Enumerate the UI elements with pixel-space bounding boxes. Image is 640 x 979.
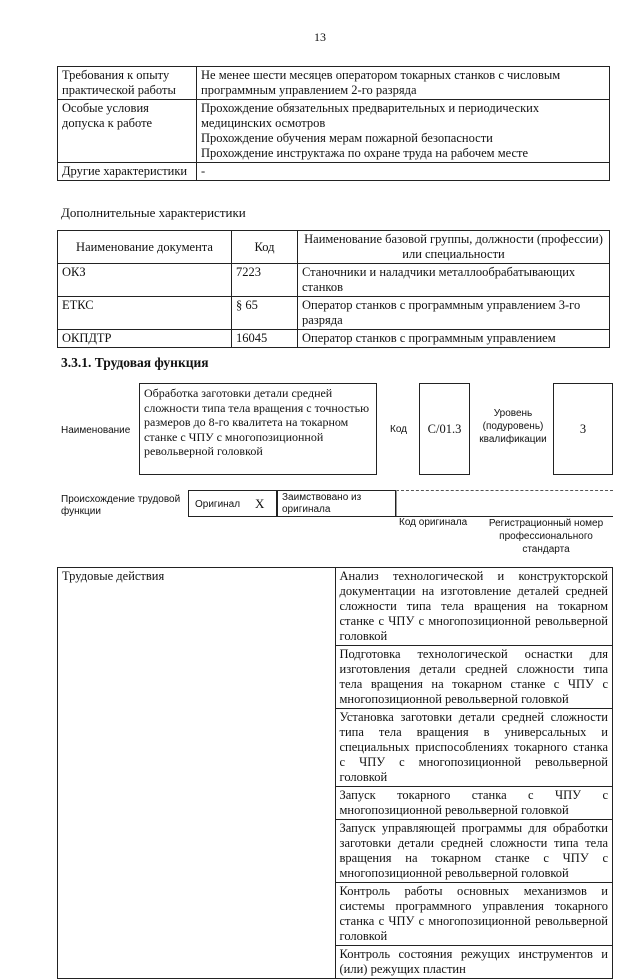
- table-row: [58, 264, 610, 297]
- additional-table: [57, 230, 610, 348]
- action-item: Контроль состояния режущих инструментов и (или) режущих пластин: [335, 946, 613, 979]
- table-header-row: [58, 231, 610, 264]
- action-item: Запуск управляющей программы для обработки заготовки детали средней сложности типа тела вращения на токарном станке с ЧПУ с многопозиционной револьверной головкой: [335, 820, 613, 883]
- table-cell: ЕТКС: [58, 297, 232, 330]
- value-line: Прохождение инструктажа по охране труда на рабочем месте: [201, 146, 529, 160]
- table-cell: § 65: [232, 297, 298, 330]
- action-item: Подготовка технологической оснастки для изготовления детали средней сложности типа тела вращения на токарном станке с ЧПУ с многопозиционной револьверной головкой: [335, 646, 613, 709]
- table-row: [58, 330, 610, 348]
- origin-divider: [396, 490, 397, 517]
- row-label: Другие характеристики: [58, 163, 197, 181]
- code-label: Код: [390, 424, 408, 435]
- value-line: -: [201, 164, 206, 178]
- action-item: Анализ технологической и конструкторской документации на изготовление деталей средней сложности типа тела вращения на токарном станке с ЧПУ с многопозиционной револьверной головкой: [335, 568, 613, 646]
- table-row: [58, 67, 610, 100]
- table-row: [58, 100, 610, 163]
- code-value-box: С/01.3: [419, 383, 470, 475]
- header-cell: Код: [232, 231, 298, 264]
- action-item: Установка заготовки детали средней сложности типа тела вращения в универсальных и специальных приспособлениях токарного станка с ЧПУ с многопозиционной револьверной головкой: [335, 709, 613, 787]
- additional-title: Дополнительные характеристики: [61, 205, 246, 220]
- value-line: Не менее шести месяцев оператором токарных станков с числовым программным управлением 2-го разряда: [201, 68, 561, 97]
- borrowed-box: [277, 490, 396, 517]
- table-cell: Станочники и наладчики металлообрабатывающих станков: [298, 264, 610, 297]
- value-line: Прохождение обязательных предварительных и периодических медицинских осмотров: [201, 101, 540, 130]
- level-label: Уровень (подуровень) квалификации: [479, 408, 547, 445]
- function-name-box: Обработка заготовки детали средней сложности типа тела вращения с точностью размеров до 8-го квалитета на токарном станке с ЧПУ с многопозиционной револьверной головкой: [139, 383, 377, 475]
- function-title: 3.3.1. Трудовая функция: [61, 355, 209, 370]
- level-value-box: 3: [553, 383, 613, 475]
- origin-label: Происхождение трудовой функции: [61, 494, 181, 517]
- header-cell: Наименование базовой группы, должности (профессии) или специальности: [298, 231, 610, 264]
- table-row: [58, 568, 613, 646]
- page-number: 13: [314, 30, 326, 44]
- borrowed-label: Заимствовано из оригинала: [282, 492, 362, 515]
- requirements-table: [57, 66, 610, 181]
- table-cell: ОКЗ: [58, 264, 232, 297]
- row-label: Особые условия допуска к работе: [58, 100, 197, 163]
- labor-actions-table: [57, 567, 613, 979]
- table-cell: Оператор станков с программным управлением: [298, 330, 610, 348]
- action-item: Запуск токарного станка с ЧПУ с многопозиционной револьверной головкой: [335, 787, 613, 820]
- table-cell: 7223: [232, 264, 298, 297]
- action-item: Контроль работы основных механизмов и системы программного управления токарного станка с ЧПУ с многопозиционной револьверной головкой: [335, 883, 613, 946]
- reg-number-label: Регистрационный номер профессионального стандарта: [488, 518, 604, 555]
- name-label: Наименование: [61, 425, 131, 436]
- original-label: Оригинал: [195, 499, 241, 510]
- row-value: [197, 67, 610, 100]
- origin-dashed-line: [396, 490, 613, 491]
- original-mark: X: [255, 496, 265, 511]
- original-box: [188, 490, 277, 517]
- value-line: Прохождение обучения мерам пожарной безопасности: [201, 131, 493, 145]
- table-cell: Оператор станков с программным управлением 3-го разряда: [298, 297, 610, 330]
- code-original-label: Код оригинала: [399, 517, 468, 528]
- header-cell: Наименование документа: [58, 231, 232, 264]
- table-cell: 16045: [232, 330, 298, 348]
- table-cell: ОКПДТР: [58, 330, 232, 348]
- table-row: [58, 297, 610, 330]
- row-value: [197, 163, 610, 181]
- row-label: Требования к опыту практической работы: [58, 67, 197, 100]
- actions-label: Трудовые действия: [58, 568, 336, 979]
- row-value: [197, 100, 610, 163]
- table-row: [58, 163, 610, 181]
